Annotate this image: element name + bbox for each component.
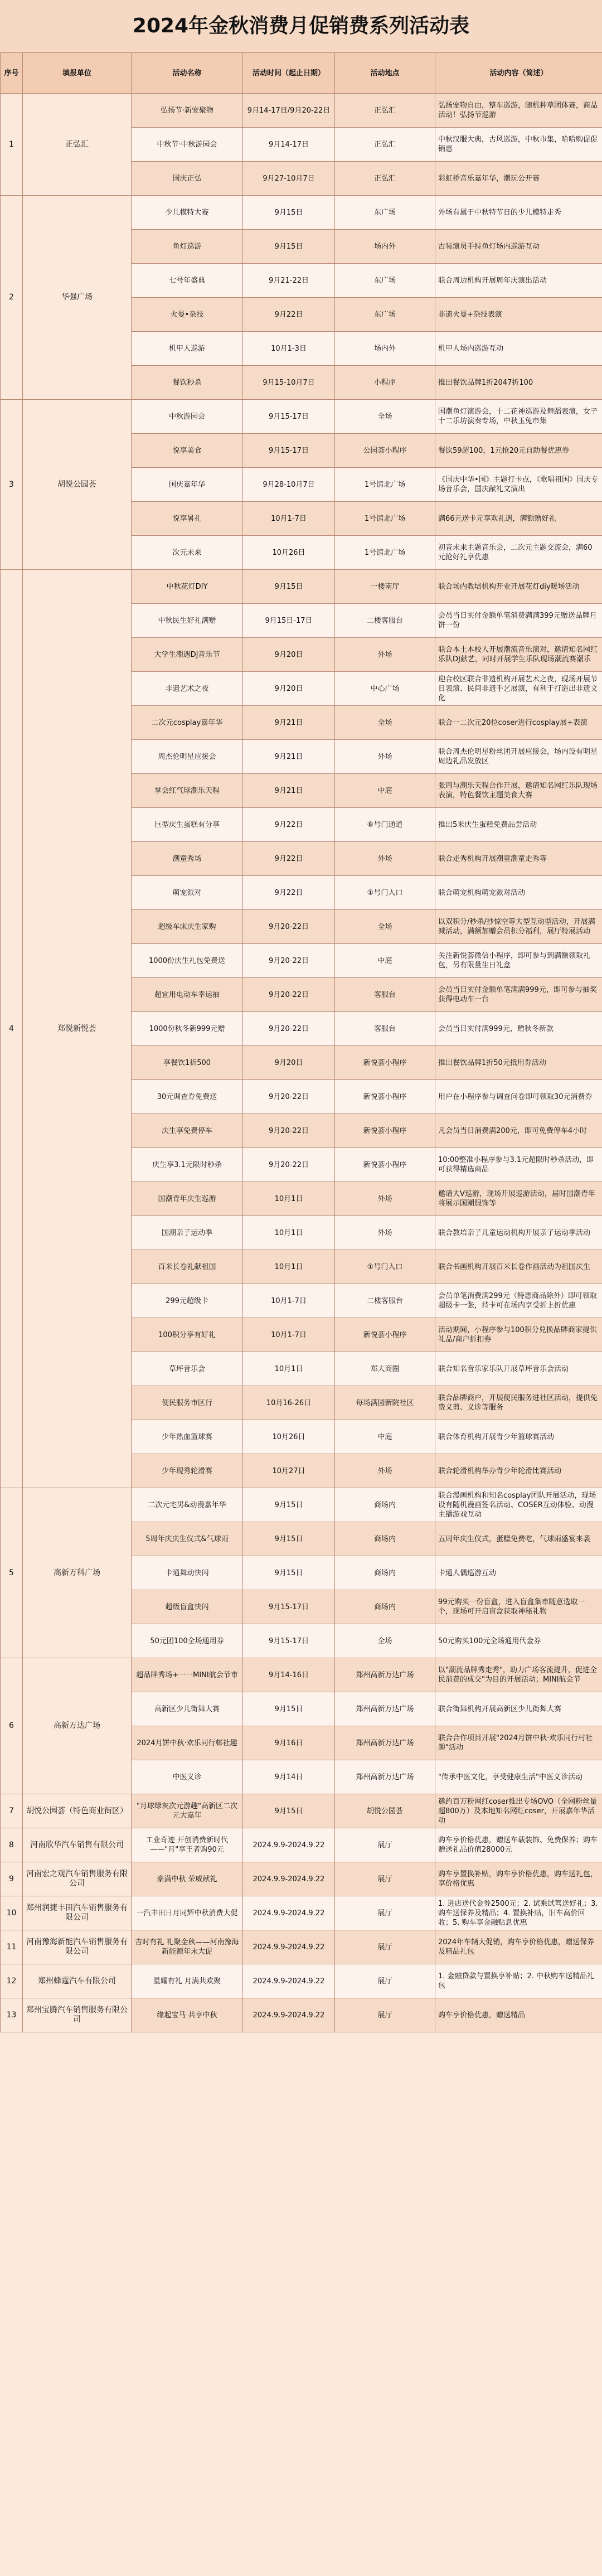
activity-content: 联合漫画机构和知名cosplay团队开展活动，现场设有随机漫画签名活动、COSER互动体验、动漫主播游戏互动 (435, 1488, 602, 1522)
table-row (1, 1828, 602, 1862)
activity-content: 《国庆中华•国》主题打卡点，《歌唱祖国》国庆专场音乐会，国庆献礼文演出 (435, 468, 602, 502)
activity-name: 庆生享3.1元限时秒杀 (132, 1148, 243, 1182)
activity-content: 以"潮流品牌秀走秀"，助力广场客流提升，促进全民消费的成交"为目的开展活动；MINI航会节 (435, 1658, 602, 1692)
row-number: 12 (1, 1964, 23, 1998)
activity-name: 掌会红气球潮乐天程 (132, 774, 243, 808)
table-row (1, 570, 602, 604)
activity-content: 联合知名音乐家乐队开展草坪音乐会活动 (435, 1352, 602, 1386)
activity-name: 1000份庆生礼包免费送 (132, 944, 243, 978)
activity-content: 机甲人场内巡游互动 (435, 332, 602, 366)
activity-time: 9月22日 (243, 808, 335, 842)
activity-name: 百米长卷礼献祖国 (132, 1250, 243, 1284)
activity-place: 新悦荟小程序 (335, 1318, 435, 1352)
activity-time: 9月14-17日/9月20-22日 (243, 94, 335, 128)
activity-place: 1号馆北广场 (335, 502, 435, 536)
activity-place: 新悦荟小程序 (335, 1046, 435, 1080)
table-row (1, 1794, 602, 1828)
activity-place: 中心广场 (335, 672, 435, 706)
activity-place: 商场内 (335, 1556, 435, 1590)
row-number: 1 (1, 94, 23, 196)
activity-content: 会员当日实付金额单笔满满999元，即可参与抽奖获得电动车一台 (435, 978, 602, 1012)
activity-place: 东广场 (335, 196, 435, 230)
activity-place: 外场 (335, 1454, 435, 1488)
activity-name: 非遗艺术之夜 (132, 672, 243, 706)
activity-time: 10月1日 (243, 1182, 335, 1216)
header-no: 序号 (1, 53, 23, 94)
activity-time: 9月15-17日 (243, 1624, 335, 1658)
activity-place: 公园荟小程序 (335, 434, 435, 468)
activity-name: 100积分享有好礼 (132, 1318, 243, 1352)
activity-time: 9月15-17日 (243, 434, 335, 468)
activity-content: 以双积分/秒杀/抄惊空等大型互动型活动，开展满减活动，满额加赠会员积分福利，展厅特展活动 (435, 910, 602, 944)
activity-time: 9月15-17日 (243, 1590, 335, 1624)
activity-name: 大学生潮遇DJ音乐节 (132, 638, 243, 672)
activity-time: 9月16日 (243, 1726, 335, 1760)
activity-name: 缘起宝马 共享中秋 (132, 1998, 243, 2032)
activity-time: 9月20-22日 (243, 1114, 335, 1148)
table-row (1, 1658, 602, 1692)
activity-content: 购车享价格优惠，赠送精品 (435, 1998, 602, 2032)
activity-time: 10月16-26日 (243, 1386, 335, 1420)
activity-name: 299元超级卡 (132, 1284, 243, 1318)
activity-time: 2024.9.9-2024.9.22 (243, 1828, 335, 1862)
activity-name: 高新区少儿街舞大赛 (132, 1692, 243, 1726)
activity-content: 50元购买100元全场通用代金券 (435, 1624, 602, 1658)
activity-content: 推出5米庆生蛋糕免费品尝活动 (435, 808, 602, 842)
activity-time: 10月1-7日 (243, 502, 335, 536)
activity-time: 9月15日 (243, 1522, 335, 1556)
activity-name: 超品牌秀场+一一MINI航会节市 (132, 1658, 243, 1692)
reporting-unit: 华强广场 (23, 196, 132, 400)
header-name: 活动名称 (132, 53, 243, 94)
activity-place: 1号馆北广场 (335, 468, 435, 502)
activity-time: 9月21日 (243, 774, 335, 808)
activity-content: 联合体育机构开展青少年篮球赛活动 (435, 1420, 602, 1454)
activity-name: 2024月饼中秋·欢乐同行邨社趣 (132, 1726, 243, 1760)
activity-time: 9月20-22日 (243, 944, 335, 978)
activity-place: 展厅 (335, 1930, 435, 1964)
activity-place: 外场 (335, 842, 435, 876)
activity-content: 会员当日实付金额单笔消费满满399元赠送品牌月饼一份 (435, 604, 602, 638)
activity-content: 用户在小程序参与调查问卷即可领取30元消费券 (435, 1080, 602, 1114)
row-number: 11 (1, 1930, 23, 1964)
activity-content: 国潮鱼灯演游会，十二花神巡游及舞蹈表演，女子十二乐坊演奏专场，中秋玉兔市集 (435, 400, 602, 434)
activity-time: 9月15-10月7日 (243, 366, 335, 400)
row-number: 10 (1, 1896, 23, 1930)
activity-time: 10月27日 (243, 1454, 335, 1488)
activity-place: 中庭 (335, 944, 435, 978)
table-row (1, 1998, 602, 2032)
activity-content: 外场有属于中秋特节日的少儿模特走秀 (435, 196, 602, 230)
reporting-unit: 河南宏之观汽车销售服务有限公司 (23, 1862, 132, 1896)
activity-place: 小程序 (335, 366, 435, 400)
activity-name: 中秋民生好礼满赠 (132, 604, 243, 638)
header-place: 活动地点 (335, 53, 435, 94)
activity-name: 少年热血篮球赛 (132, 1420, 243, 1454)
activity-place: 正弘汇 (335, 94, 435, 128)
activity-name: 工业奇迹 开创消费新时代——"月"享王者购90元 (132, 1828, 243, 1862)
reporting-unit: 河南欣华汽车销售有限公司 (23, 1828, 132, 1862)
table-row (1, 400, 602, 434)
activity-time: 9月15日 (243, 1692, 335, 1726)
activity-name: 超级车床庆生家购 (132, 910, 243, 944)
activity-time: 9月14日 (243, 1760, 335, 1794)
reporting-unit: 郑州蜂霆汽车有限公司 (23, 1964, 132, 1998)
row-number: 13 (1, 1998, 23, 2032)
activity-name: 草坪音乐会 (132, 1352, 243, 1386)
activity-name: "月球绿灰次元游趣"高新区二次元大嘉年 (132, 1794, 243, 1828)
activity-place: 二楼客服台 (335, 604, 435, 638)
activity-time: 2024.9.9-2024.9.22 (243, 1930, 335, 1964)
activity-name: 国潮青年庆生巡游 (132, 1182, 243, 1216)
activity-time: 9月20-22日 (243, 910, 335, 944)
table-row (1, 1964, 602, 1998)
activity-time: 9月21日 (243, 740, 335, 774)
activity-time: 9月14-17日 (243, 128, 335, 162)
activity-name: 便民服务市区行 (132, 1386, 243, 1420)
activity-content: 弘扬宠物自由，整车巡游，随机种草团体赛，商品活动！弘扬节巡游 (435, 94, 602, 128)
activity-name: 豪满中秋 荣威献礼 (132, 1862, 243, 1896)
activity-content: 联合街舞机构开展高新区少儿街舞大赛 (435, 1692, 602, 1726)
reporting-unit: 高新万科广场 (23, 1488, 132, 1658)
activity-name: 少儿模特大赛 (132, 196, 243, 230)
activity-time: 9月22日 (243, 842, 335, 876)
activity-name: 50元团100全场通用券 (132, 1624, 243, 1658)
activity-content: 活动期间，小程序参与100积分兑换品牌商家提供礼品/商户折扣券 (435, 1318, 602, 1352)
table-row (1, 196, 602, 230)
table-row (1, 1862, 602, 1896)
activity-table (0, 52, 602, 2032)
activity-place: 一楼南厅 (335, 570, 435, 604)
page-title: 2024年金秋消费月促销费系列活动表 (0, 0, 602, 52)
activity-time: 10月1-3日 (243, 332, 335, 366)
activity-name: 超级盲盒快闪 (132, 1590, 243, 1624)
activity-place: 每场满园新院社区 (335, 1386, 435, 1420)
activity-name: 国庆正弘 (132, 162, 243, 196)
activity-place: 中庭 (335, 1420, 435, 1454)
activity-time: 2024.9.9-2024.9.22 (243, 1862, 335, 1896)
activity-time: 2024.9.9-2024.9.22 (243, 1998, 335, 2032)
row-number: 6 (1, 1658, 23, 1794)
activity-time: 9月20日 (243, 638, 335, 672)
activity-place: ⑥号门通道 (335, 808, 435, 842)
activity-name: 一汽丰田日月同辉中秋消费大促 (132, 1896, 243, 1930)
activity-time: 9月15日 (243, 1794, 335, 1828)
header-content: 活动内容（简述） (435, 53, 602, 94)
activity-name: 七号年盛典 (132, 264, 243, 298)
activity-time: 9月20-22日 (243, 1148, 335, 1182)
activity-name: 少年现秀轮滑赛 (132, 1454, 243, 1488)
activity-name: 30元调查券免费送 (132, 1080, 243, 1114)
activity-content: 联合走秀机构开展潮童潮童走秀等 (435, 842, 602, 876)
activity-place: 商场内 (335, 1488, 435, 1522)
activity-place: ①号门入口 (335, 1250, 435, 1284)
activity-place: 外场 (335, 638, 435, 672)
activity-place: 场内外 (335, 332, 435, 366)
activity-place: 正弘汇 (335, 162, 435, 196)
activity-content: 张周与潮乐天程合作开展，邀请知名网红乐队现场表演，特色餐饮主题美食大赛 (435, 774, 602, 808)
reporting-unit: 郑州宝腾汽车销售服务有限公司 (23, 1998, 132, 2032)
activity-place: 客服台 (335, 1012, 435, 1046)
activity-time: 2024.9.9-2024.9.22 (243, 1964, 335, 1998)
activity-content: 2024年车辆大促销，购车享价格优惠，赠送保养及精品礼包 (435, 1930, 602, 1964)
activity-content: 彩虹桥音乐嘉年华，潮玩公开赛 (435, 162, 602, 196)
activity-name: 悦享美食 (132, 434, 243, 468)
activity-content: 凡会员当日消费满200元，即可免费停车4小时 (435, 1114, 602, 1148)
reporting-unit: 高新万达广场 (23, 1658, 132, 1794)
activity-name: 5周年庆庆生仪式&气球雨 (132, 1522, 243, 1556)
activity-time: 9月14-16日 (243, 1658, 335, 1692)
activity-place: 二楼客服台 (335, 1284, 435, 1318)
activity-content: 联合教培亲子儿童运动机构开展亲子运动季活动 (435, 1216, 602, 1250)
activity-time: 9月20-22日 (243, 1012, 335, 1046)
activity-content: 满66元送卡元享欢礼遇，满额赠好礼 (435, 502, 602, 536)
activity-content: 联合场内教培机构开业开展花灯diy暖场活动 (435, 570, 602, 604)
activity-time: 9月15日 (243, 196, 335, 230)
activity-place: 郑州高新万达广场 (335, 1760, 435, 1794)
activity-content: 推出餐饮品牌1折2047折100 (435, 366, 602, 400)
activity-place: 商场内 (335, 1590, 435, 1624)
activity-name: 中秋节·中秋游园会 (132, 128, 243, 162)
row-number: 9 (1, 1862, 23, 1896)
activity-content: 初音未来主题音乐会，二次元主题交流会，满60元抢好礼享优惠 (435, 536, 602, 570)
activity-time: 9月27-10月7日 (243, 162, 335, 196)
activity-place: 新悦荟小程序 (335, 1148, 435, 1182)
activity-name: 火曼•杂技 (132, 298, 243, 332)
activity-time: 9月20日 (243, 1046, 335, 1080)
activity-content: 中秋汉服大典，古风巡游，中秋市集，哈哈购促促销惠 (435, 128, 602, 162)
activity-content: 99元购买一份盲盒，进入盲盒集市随意选取一个，现场可开启盲盒获取神秘礼物 (435, 1590, 602, 1624)
activity-name: 餐饮秒杀 (132, 366, 243, 400)
activity-time: 9月15日 (243, 1488, 335, 1522)
header-unit: 填报单位 (23, 53, 132, 94)
activity-content: "传承中医文化，享受健康生活"中医义诊活动 (435, 1760, 602, 1794)
reporting-unit: 郑州润捷丰田汽车销售服务有限公司 (23, 1896, 132, 1930)
activity-name: 享餐饮1折500 (132, 1046, 243, 1080)
activity-time: 10月26日 (243, 1420, 335, 1454)
table-row (1, 1488, 602, 1522)
activity-time: 9月21-22日 (243, 264, 335, 298)
activity-content: 1. 金融贷款与置换享补贴；2. 中秋购车送精品礼包 (435, 1964, 602, 1998)
activity-time: 9月22日 (243, 298, 335, 332)
row-number: 5 (1, 1488, 23, 1658)
activity-name: 巨型庆生蛋糕有分享 (132, 808, 243, 842)
row-number: 8 (1, 1828, 23, 1862)
activity-name: 悦享暑礼 (132, 502, 243, 536)
activity-content: 餐饮59超100，1元抢20元自助餐优惠券 (435, 434, 602, 468)
activity-name: 周杰伦明星应援会 (132, 740, 243, 774)
activity-name: 萌宠派对 (132, 876, 243, 910)
activity-time: 10月1-7日 (243, 1284, 335, 1318)
activity-content: 联合书画机构开展百米长卷作画活动为祖国庆生 (435, 1250, 602, 1284)
activity-place: 展厅 (335, 1964, 435, 1998)
activity-place: 正弘汇 (335, 128, 435, 162)
activity-place: 全场 (335, 400, 435, 434)
activity-place: 展厅 (335, 1828, 435, 1862)
activity-place: 新悦荟小程序 (335, 1114, 435, 1148)
activity-content: 会员当日实付满999元，赠秋冬新款 (435, 1012, 602, 1046)
activity-content: 联合周杰伦明星粉丝团开展应援会，场内设有明星周边礼品发放区 (435, 740, 602, 774)
activity-place: 全场 (335, 706, 435, 740)
row-number: 2 (1, 196, 23, 400)
activity-place: 郑州高新万达广场 (335, 1658, 435, 1692)
row-number: 7 (1, 1794, 23, 1828)
activity-name: 二次元宅男&动漫嘉年华 (132, 1488, 243, 1522)
activity-content: 联合合作项目开展"2024月饼中秋·欢乐同行村社趣"活动 (435, 1726, 602, 1760)
header-time: 活动时间（起止日期） (243, 53, 335, 94)
activity-time: 9月22日 (243, 876, 335, 910)
reporting-unit: 胡悦公园荟（特色商业街区） (23, 1794, 132, 1828)
activity-content: 推出餐饮品牌1折50元抵用券活动 (435, 1046, 602, 1080)
activity-time: 10月1日 (243, 1216, 335, 1250)
activity-name: 弘扬节·新宠聚物 (132, 94, 243, 128)
activity-time: 10月26日 (243, 536, 335, 570)
activity-content: 联合品牌商户，开展便民服务进社区活动，提供免费义剪、义诊等服务 (435, 1386, 602, 1420)
activity-time: 9月15日 (243, 230, 335, 264)
table-body (1, 94, 602, 2032)
activity-content: 关注新悦荟微信小程序，即可参与到满额领取礼包，另有限量生日礼盒 (435, 944, 602, 978)
activity-time: 10月1日 (243, 1250, 335, 1284)
activity-content: 迎合校区联合非遗机构开展艺术之夜，现场开展节目表演、民间非遗手艺展演，有利于打造出非遗文化 (435, 672, 602, 706)
activity-content: 联合周边机构开展周年庆演出活动 (435, 264, 602, 298)
activity-name: 庆生享免费停车 (132, 1114, 243, 1148)
activity-content: 邀请大V巡游，现场开展巡游活动，届时国潮青年将展示国潮服饰等 (435, 1182, 602, 1216)
activity-content: 购车享价格优惠，赠送车载装饰、免费保养；购车赠送礼品价值28000元 (435, 1828, 602, 1862)
activity-name: 机甲人巡游 (132, 332, 243, 366)
activity-time: 9月28-10月7日 (243, 468, 335, 502)
reporting-unit: 河南豫海新能汽车销售服务有限公司 (23, 1930, 132, 1964)
activity-content: 1. 进店送代金券2500元；2. 试乘试驾送好礼；3. 购车送保养及精品；4. 置换补贴，旧车高价回收；5. 购车享金融贴息优惠 (435, 1896, 602, 1930)
activity-place: ①号门入口 (335, 876, 435, 910)
activity-name: 卡通舞动快闪 (132, 1556, 243, 1590)
activity-content: 五周年庆生仪式，蛋糕免费吃，气球雨盛宴来袭 (435, 1522, 602, 1556)
table-row (1, 1930, 602, 1964)
activity-time: 9月20-22日 (243, 1080, 335, 1114)
row-number: 4 (1, 570, 23, 1488)
activity-name: 国庆嘉年华 (132, 468, 243, 502)
activity-place: 展厅 (335, 1862, 435, 1896)
row-number: 3 (1, 400, 23, 570)
table-row (1, 94, 602, 128)
activity-name: 星耀有礼 月满共欢聚 (132, 1964, 243, 1998)
activity-name: 中秋游园会 (132, 400, 243, 434)
activity-place: 全场 (335, 910, 435, 944)
activity-name: 二次元cosplay嘉年华 (132, 706, 243, 740)
activity-time: 9月15日 (243, 570, 335, 604)
activity-content: 联合轮滑机构举办青少年轮滑比赛活动 (435, 1454, 602, 1488)
activity-name: 超宜用电动车幸运抽 (132, 978, 243, 1012)
activity-place: 郑大商圈 (335, 1352, 435, 1386)
activity-place: 展厅 (335, 1896, 435, 1930)
activity-place: 展厅 (335, 1998, 435, 2032)
activity-place: 东广场 (335, 298, 435, 332)
activity-content: 非遗火曼+杂技表演 (435, 298, 602, 332)
activity-content: 联合萌宠机构萌宠派对活动 (435, 876, 602, 910)
activity-place: 郑州高新万达广场 (335, 1692, 435, 1726)
activity-place: 外场 (335, 1216, 435, 1250)
activity-name: 吉时有礼 礼聚金秋——河南豫海新能源年末大促 (132, 1930, 243, 1964)
activity-time: 9月20日 (243, 672, 335, 706)
activity-place: 中庭 (335, 774, 435, 808)
activity-name: 潮童秀场 (132, 842, 243, 876)
activity-content: 古装演员手持鱼灯场内巡游互动 (435, 230, 602, 264)
reporting-unit: 胡悦公园荟 (23, 400, 132, 570)
activity-place: 郑州高新万达广场 (335, 1726, 435, 1760)
activity-content: 邀约百万粉网红coser推出专场OVO（全网粉丝量超800万）及本地知名网红coser，开展嘉年华活动 (435, 1794, 602, 1828)
activity-place: 场内外 (335, 230, 435, 264)
activity-content: 联合本土本校人开展潮流音乐演对，邀请知名网红乐队DJ献艺，同时开展学生乐队现场潮流赛潮乐 (435, 638, 602, 672)
activity-time: 10月1-7日 (243, 1318, 335, 1352)
reporting-unit: 郑悦新悦荟 (23, 570, 132, 1488)
activity-time: 9月15日 (243, 1556, 335, 1590)
activity-name: 国潮亲子运动季 (132, 1216, 243, 1250)
activity-name: 中秋花灯DIY (132, 570, 243, 604)
activity-place: 胡悦公园荟 (335, 1794, 435, 1828)
activity-name: 鱼灯巡游 (132, 230, 243, 264)
activity-place: 外场 (335, 1182, 435, 1216)
activity-time: 9月21日 (243, 706, 335, 740)
activity-place: 客服台 (335, 978, 435, 1012)
activity-place: 商场内 (335, 1522, 435, 1556)
activity-time: 9月15日-17日 (243, 604, 335, 638)
activity-time: 9月15-17日 (243, 400, 335, 434)
activity-name: 1000份秋冬新999元赠 (132, 1012, 243, 1046)
activity-place: 东广场 (335, 264, 435, 298)
activity-name: 次元未来 (132, 536, 243, 570)
activity-place: 全场 (335, 1624, 435, 1658)
activity-time: 10月1日 (243, 1352, 335, 1386)
activity-name: 中医义诊 (132, 1760, 243, 1794)
activity-content: 卡通人偶巡游互动 (435, 1556, 602, 1590)
activity-content: 购车享置换补贴，购车享价格优惠，购车送礼包，享价格优惠 (435, 1862, 602, 1896)
activity-time: 9月20-22日 (243, 978, 335, 1012)
activity-time: 2024.9.9-2024.9.22 (243, 1896, 335, 1930)
activity-place: 外场 (335, 740, 435, 774)
activity-place: 1号馆北广场 (335, 536, 435, 570)
activity-content: 联合一二次元20位coser进行cosplay展+表演 (435, 706, 602, 740)
reporting-unit: 正弘汇 (23, 94, 132, 196)
activity-content: 会员单笔消费满299元（特惠商品除外）即可领取超级卡一张，持卡可在场内享受折上折优惠 (435, 1284, 602, 1318)
table-row (1, 1896, 602, 1930)
activity-place: 新悦荟小程序 (335, 1080, 435, 1114)
activity-content: 10:00整准小程序参与3.1元超限时秒杀活动，即可获得精选商品 (435, 1148, 602, 1182)
table-header-row (1, 53, 602, 94)
